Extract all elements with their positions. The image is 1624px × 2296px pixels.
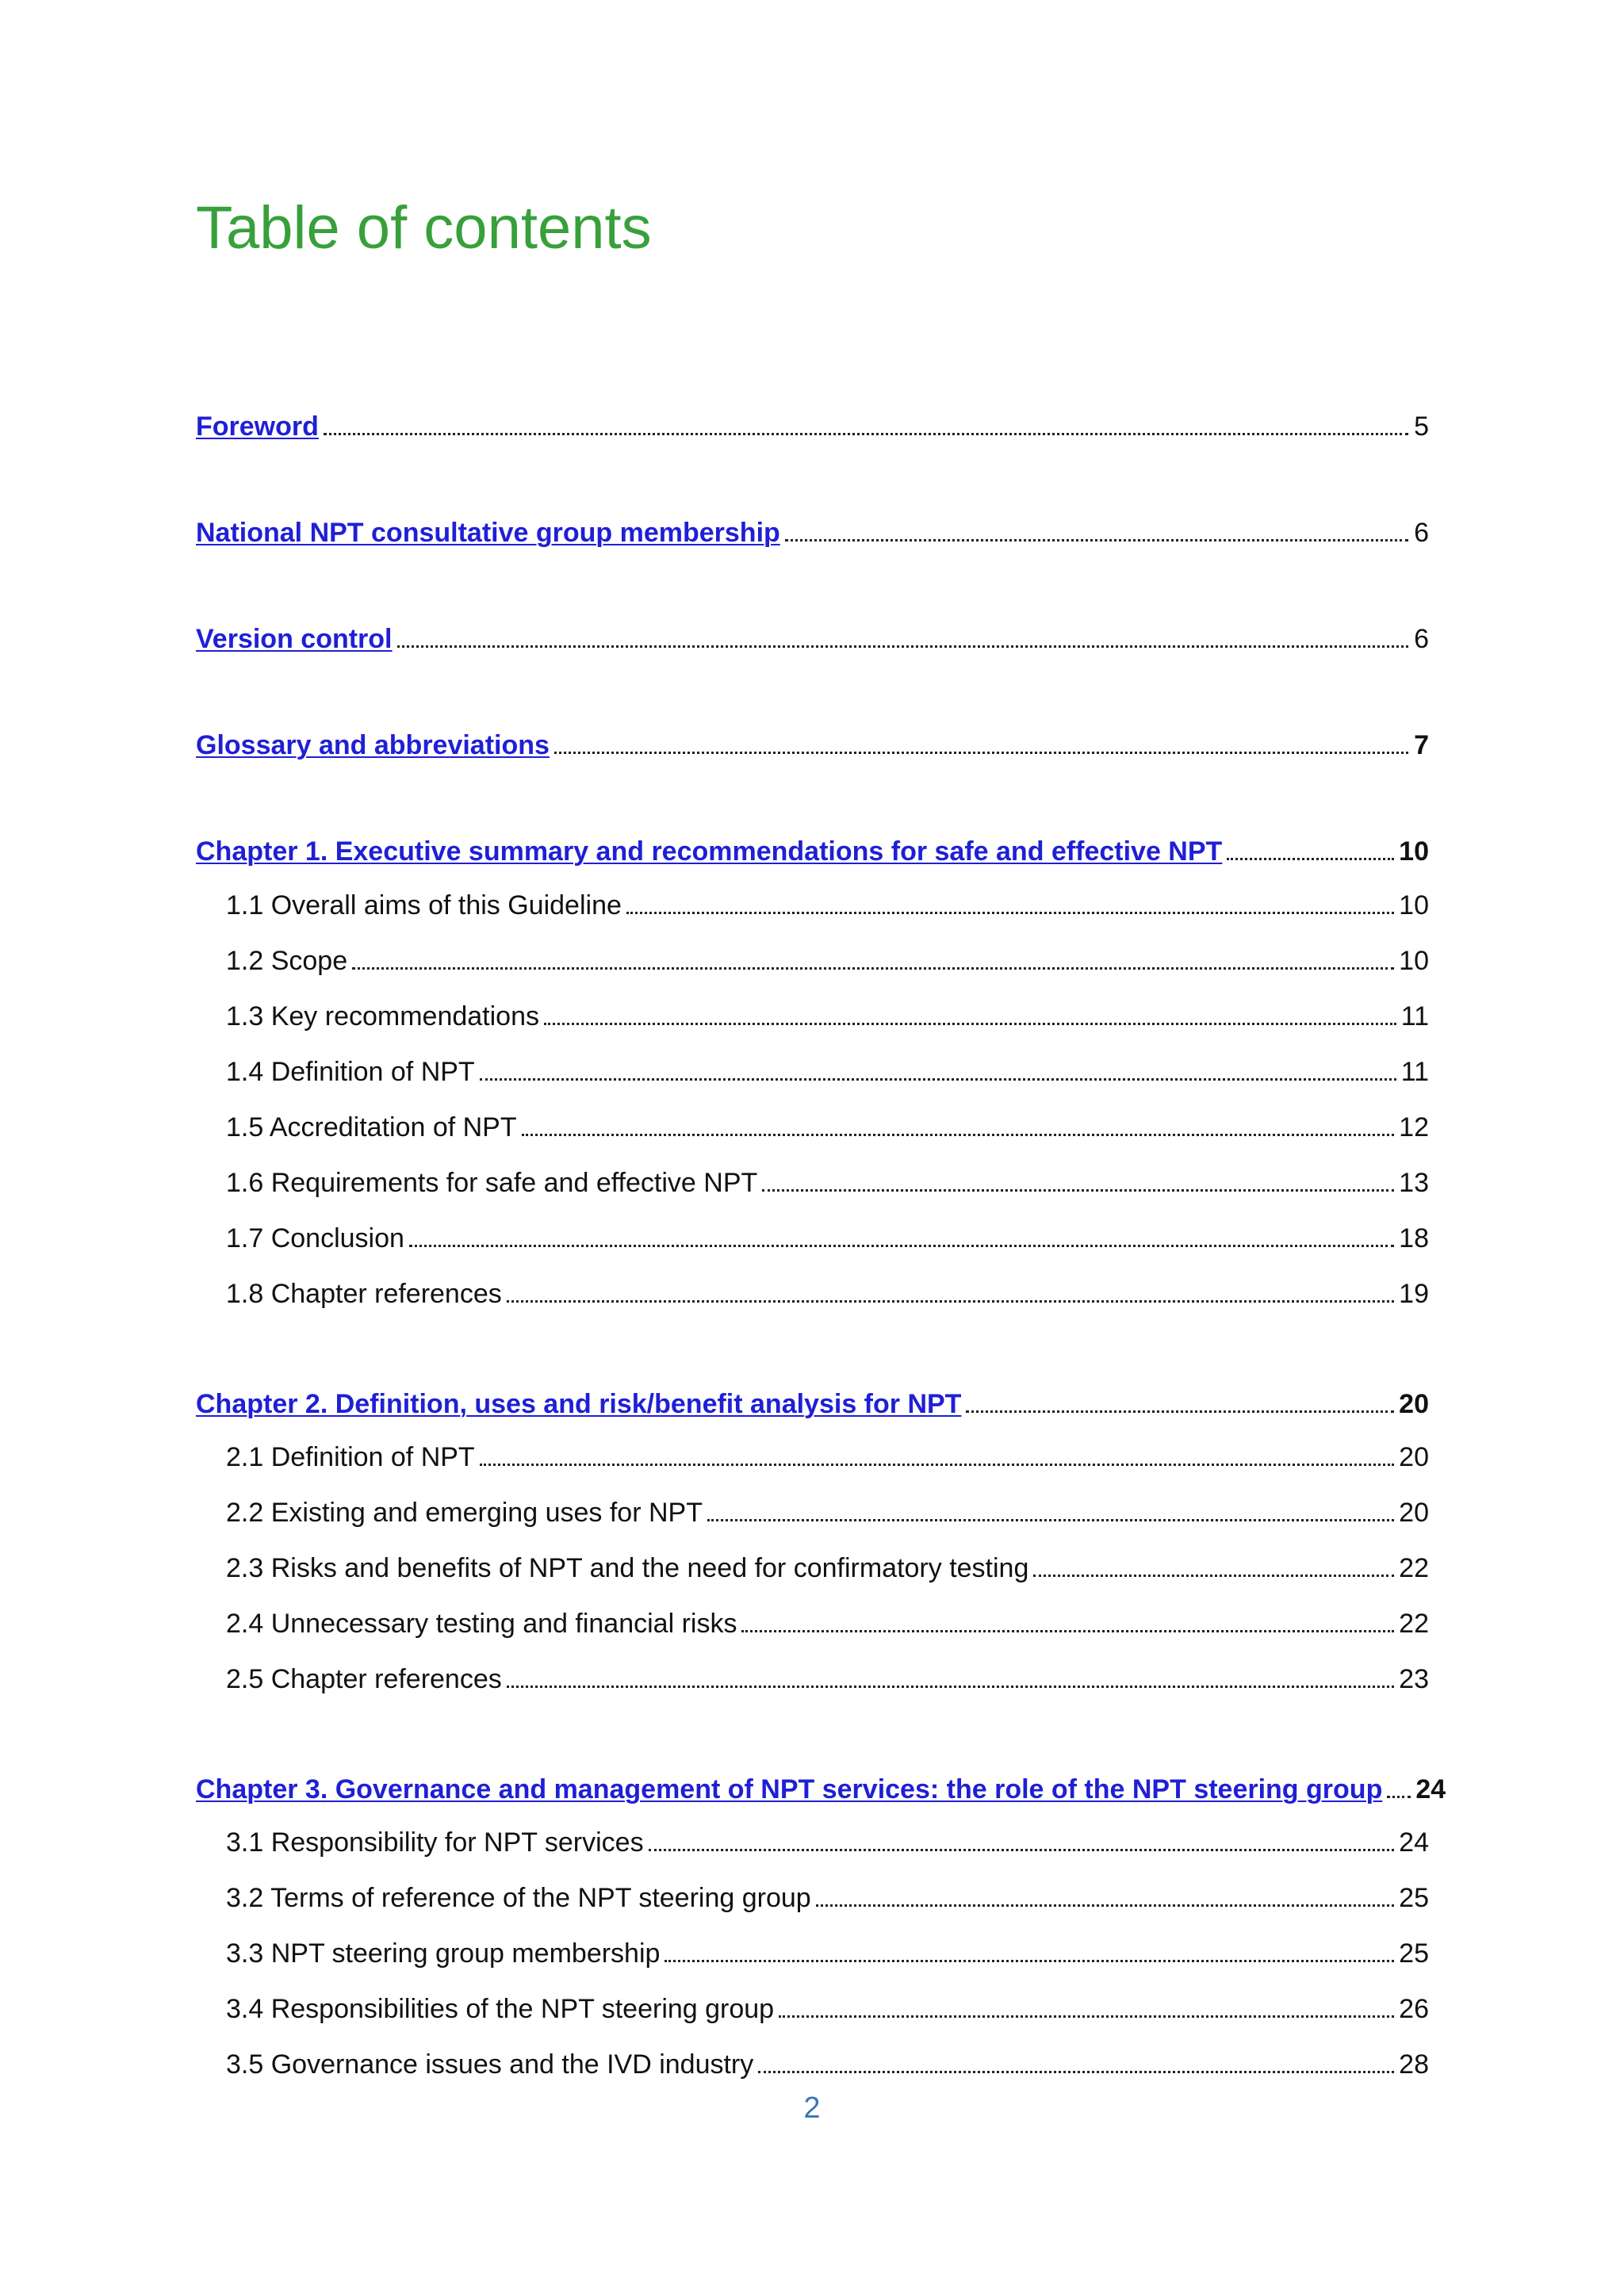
- toc-link[interactable]: Chapter 2. Definition, uses and risk/benefit analysis for NPT: [196, 1388, 962, 1419]
- toc-subentry-label[interactable]: 2.1 Definition of NPT: [226, 1441, 475, 1472]
- dot-leader: [352, 967, 1394, 970]
- toc-page-number: 13: [1399, 1167, 1429, 1198]
- toc-entry[interactable]: [196, 401, 1429, 442]
- toc-entry[interactable]: [196, 720, 1429, 761]
- toc-subentry[interactable]: [196, 1432, 1429, 1473]
- toc-page-number: 19: [1399, 1278, 1429, 1309]
- toc-page-number: 22: [1399, 1608, 1429, 1639]
- dot-leader: [409, 1245, 1394, 1247]
- toc-page-number: 20: [1399, 1441, 1429, 1472]
- toc-subentry[interactable]: [196, 1873, 1429, 1914]
- dot-leader: [324, 433, 1408, 435]
- toc-subentry[interactable]: [196, 2039, 1429, 2080]
- dot-leader: [966, 1410, 1394, 1413]
- dot-leader: [522, 1134, 1395, 1136]
- toc-page-number: 18: [1399, 1223, 1429, 1253]
- toc-page-number: 6: [1414, 623, 1429, 654]
- toc-subentry-label[interactable]: 2.5 Chapter references: [226, 1663, 502, 1694]
- toc-subentry-label[interactable]: 1.4 Definition of NPT: [226, 1056, 475, 1087]
- toc-subentry-label[interactable]: 3.3 NPT steering group membership: [226, 1938, 661, 1969]
- toc-entry[interactable]: [196, 507, 1429, 549]
- page-title: Table of contents: [196, 194, 652, 262]
- toc-subentry[interactable]: [196, 1047, 1429, 1088]
- toc-subentry-label[interactable]: 1.5 Accreditation of NPT: [226, 1112, 517, 1142]
- dot-leader: [665, 1960, 1394, 1962]
- toc-entry[interactable]: [196, 1764, 1446, 1805]
- toc-subentry[interactable]: [196, 1158, 1429, 1199]
- dot-leader: [779, 2015, 1394, 2018]
- toc-subentry-label[interactable]: 3.1 Responsibility for NPT services: [226, 1827, 644, 1858]
- toc-link[interactable]: Foreword: [196, 411, 319, 442]
- toc-subentry-label[interactable]: 1.2 Scope: [226, 945, 348, 976]
- toc-subentry-label[interactable]: 3.2 Terms of reference of the NPT steering group: [226, 1882, 811, 1913]
- toc-link[interactable]: Chapter 3. Governance and management of NPT services: the role of the NPT steering group: [196, 1774, 1383, 1804]
- toc-link[interactable]: Glossary and abbreviations: [196, 729, 550, 760]
- toc-subentry[interactable]: [196, 1269, 1429, 1310]
- toc-entry[interactable]: [196, 1379, 1429, 1420]
- toc-page-number: 22: [1399, 1552, 1429, 1583]
- toc-subentry[interactable]: [196, 1654, 1429, 1695]
- toc-subentry-label[interactable]: 3.5 Governance issues and the IVD industry: [226, 2049, 754, 2080]
- toc-subentry-label[interactable]: 1.1 Overall aims of this Guideline: [226, 890, 622, 920]
- toc-page-number: 6: [1414, 517, 1429, 548]
- footer-page-number: 2: [803, 2091, 821, 2125]
- toc-subentry[interactable]: [196, 1817, 1429, 1858]
- toc-page-number: 11: [1400, 1056, 1429, 1087]
- toc-link[interactable]: National NPT consultative group membership: [196, 517, 780, 548]
- toc-link[interactable]: Chapter 1. Executive summary and recommendations for safe and effective NPT: [196, 836, 1223, 867]
- toc-subentry[interactable]: [196, 1543, 1429, 1584]
- toc-subentry[interactable]: [196, 1213, 1429, 1254]
- dot-leader: [507, 1300, 1394, 1303]
- toc-page-number: 10: [1399, 836, 1429, 867]
- toc-page-number: 28: [1399, 2049, 1429, 2080]
- toc-subentry-label[interactable]: 1.3 Key recommendations: [226, 1001, 539, 1031]
- dot-leader: [758, 2071, 1394, 2073]
- toc-entry[interactable]: [196, 826, 1429, 867]
- dot-leader: [480, 1078, 1396, 1081]
- toc-page-number: 12: [1399, 1112, 1429, 1142]
- dot-leader: [762, 1189, 1394, 1192]
- toc-subentry-label[interactable]: 2.3 Risks and benefits of NPT and the need for confirmatory testing: [226, 1552, 1029, 1583]
- toc-page-number: 23: [1399, 1663, 1429, 1694]
- toc-page-number: 25: [1399, 1882, 1429, 1913]
- toc-subentry-label[interactable]: 1.6 Requirements for safe and effective NPT: [226, 1167, 758, 1198]
- toc-entry[interactable]: [196, 614, 1429, 655]
- toc-subentry[interactable]: [196, 1102, 1429, 1143]
- toc-page-number: 7: [1414, 729, 1429, 760]
- toc-page-number: 5: [1414, 411, 1429, 442]
- dot-leader: [649, 1849, 1395, 1851]
- toc-subentry[interactable]: [196, 991, 1429, 1032]
- dot-leader: [544, 1023, 1396, 1025]
- dot-leader: [1227, 858, 1394, 860]
- toc-page-number: 10: [1399, 890, 1429, 920]
- dot-leader: [741, 1630, 1394, 1632]
- toc-page-number: 26: [1399, 1993, 1429, 2024]
- toc-page-number: 20: [1399, 1388, 1429, 1419]
- toc-subentry[interactable]: [196, 1598, 1429, 1640]
- dot-leader: [816, 1904, 1394, 1907]
- toc-link[interactable]: Version control: [196, 623, 393, 654]
- dot-leader: [707, 1519, 1394, 1521]
- dot-leader: [480, 1464, 1394, 1466]
- dot-leader: [397, 645, 1409, 648]
- toc-subentry[interactable]: [196, 1487, 1429, 1529]
- toc-subentry-label[interactable]: 2.4 Unnecessary testing and financial risks: [226, 1608, 737, 1639]
- toc-subentry-label[interactable]: 2.2 Existing and emerging uses for NPT: [226, 1497, 703, 1528]
- toc-page-number: 10: [1399, 945, 1429, 976]
- toc-subentry-label[interactable]: 1.7 Conclusion: [226, 1223, 404, 1253]
- toc-subentry[interactable]: [196, 1984, 1429, 2025]
- toc-subentry[interactable]: [196, 1928, 1429, 1969]
- toc-subentry[interactable]: [196, 880, 1429, 921]
- dot-leader: [1033, 1575, 1394, 1577]
- dot-leader: [507, 1686, 1394, 1688]
- toc-page-number: 20: [1399, 1497, 1429, 1528]
- toc-page-number: 24: [1415, 1774, 1446, 1804]
- toc-subentry[interactable]: [196, 936, 1429, 977]
- toc-page-number: 24: [1399, 1827, 1429, 1858]
- dot-leader: [626, 912, 1394, 914]
- toc-subentry-label[interactable]: 1.8 Chapter references: [226, 1278, 502, 1309]
- toc-page-number: 25: [1399, 1938, 1429, 1969]
- dot-leader: [1387, 1796, 1411, 1798]
- toc-subentry-label[interactable]: 3.4 Responsibilities of the NPT steering group: [226, 1993, 775, 2024]
- toc-page-number: 11: [1400, 1001, 1429, 1031]
- dot-leader: [554, 752, 1408, 754]
- dot-leader: [785, 539, 1408, 541]
